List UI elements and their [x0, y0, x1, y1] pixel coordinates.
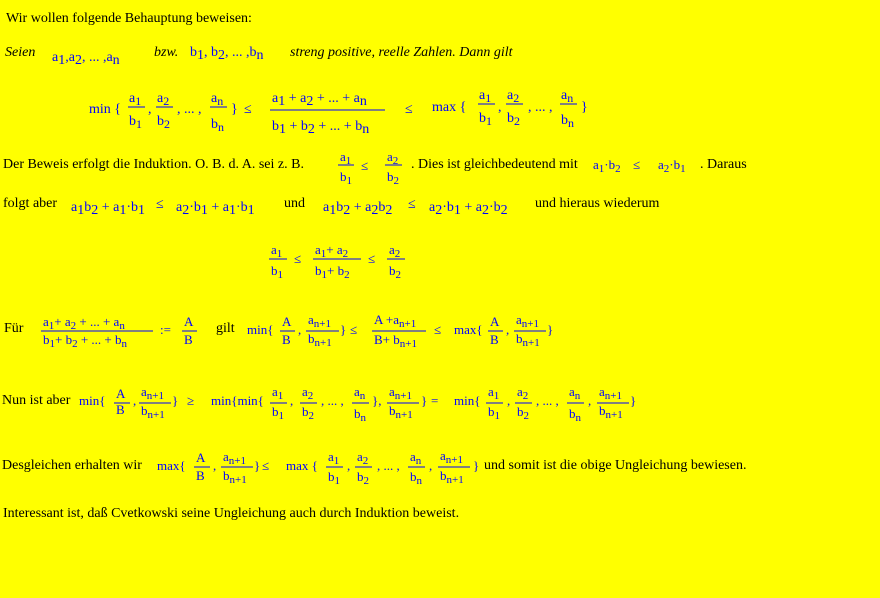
- svg-text:b2: $b_2$: [517, 404, 529, 422]
- svg-text:b1: $b_1$: [340, 169, 352, 187]
- premise-bzw: bzw.: [154, 45, 179, 60]
- svg-text:a2: $a_2$: [357, 449, 369, 467]
- svg-text:min{: min{: [247, 322, 274, 337]
- svg-text:a2·b1 + a1·b1: a2·b1 + a1·b1: [176, 200, 255, 218]
- svg-text:an+1: $a_{n+1}$: [440, 448, 463, 466]
- svg-text:≤: ≤: [294, 251, 302, 266]
- mediant-inequality: [269, 242, 405, 281]
- svg-text:≥: ≥: [187, 393, 195, 408]
- svg-text:a1·b2: $a_1\cdot b_2$: [593, 157, 621, 175]
- svg-text:a2: $a_2$: [517, 384, 529, 402]
- fuer-formula: [41, 312, 553, 350]
- svg-text:, ... ,: , ... ,: [177, 102, 202, 117]
- svg-text:b1: $b_1$: [328, 469, 340, 487]
- svg-text:,: ,: [506, 322, 510, 337]
- svg-text:max {: max {: [286, 458, 318, 473]
- svg-text:b2: b2: [157, 114, 170, 131]
- svg-text:a2·b1: $a_2\cdot b_1$: [658, 157, 686, 175]
- svg-text:a2: $a_2$: [387, 149, 399, 167]
- svg-text:a1: $a_1$: [272, 384, 284, 402]
- svg-text:min{min{: min{min{: [211, 393, 264, 408]
- svg-text:≤: ≤: [633, 157, 641, 172]
- desgleichen-tail: und somit ist die obige Ungleichung bewiesen.: [484, 458, 747, 473]
- svg-text:a1+ a2: $a_1+ a_2$: [315, 242, 349, 260]
- svg-text:bn+1: $b_{n+1}$: [141, 403, 165, 421]
- premise-tail: streng positive, reelle Zahlen. Dann gilt: [290, 45, 513, 60]
- svg-text:bn: $b_n$: [354, 406, 366, 424]
- svg-text:B: B: [116, 402, 125, 417]
- svg-text:a1: $a_1$: [328, 449, 340, 467]
- svg-text:}: }: [421, 393, 428, 408]
- sequence-a: [52, 50, 120, 68]
- svg-text:a2: $a_2$: [302, 384, 314, 402]
- intro-text: Wir wollen folgende Behauptung beweisen:: [6, 11, 252, 26]
- svg-text:bn+1: $b_{n+1}$: [599, 403, 623, 421]
- svg-text:}: }: [547, 322, 554, 337]
- svg-text:bn+1: $b_{n+1}$: [440, 468, 464, 486]
- svg-text:b1: $b_1$: [271, 263, 283, 281]
- svg-text:bn: bn: [561, 113, 574, 130]
- svg-text:}: }: [254, 458, 261, 473]
- svg-text:b1: b1: [479, 111, 492, 128]
- svg-text:A: A: [184, 314, 194, 329]
- svg-text:min {: min {: [89, 102, 121, 117]
- svg-text:a1+ a2 + ... + an: $a_1+ a_2$ + ... + $a_n$: [43, 314, 125, 332]
- beweis-text-1: Der Beweis erfolgt die Induktion. O. B. d. A. sei z. B.: [3, 157, 304, 172]
- svg-text:≤: ≤: [368, 251, 376, 266]
- svg-text:=: =: [431, 393, 439, 408]
- svg-text:b1: b1: [129, 114, 142, 131]
- svg-text:a1 + a2 + ... + an: a1 + a2 + ... + an: [272, 91, 367, 109]
- svg-text:a2: a2: [157, 91, 170, 108]
- svg-text:}: }: [231, 102, 238, 117]
- svg-text:a1: a1: [129, 91, 142, 108]
- svg-text:a2·b1 + a2·b2: a2·b1 + a2·b2: [429, 200, 508, 218]
- svg-text:bn+1: $b_{n+1}$: [308, 331, 332, 349]
- svg-text:B: B: [490, 332, 499, 347]
- svg-text:an+1: $a_{n+1}$: [141, 384, 164, 402]
- svg-text:a2: $a_2$: [389, 242, 401, 260]
- svg-text:max{: max{: [157, 458, 186, 473]
- svg-text:≤: ≤: [262, 458, 270, 473]
- fuer-text: Für: [4, 321, 24, 336]
- svg-text:}: }: [340, 322, 347, 337]
- desgleichen-text: Desgleichen erhalten wir: [2, 458, 142, 473]
- beweis-text-2: . Dies ist gleichbedeutend mit: [411, 157, 578, 172]
- svg-text:b2: $b_2$: [302, 404, 314, 422]
- svg-text:,: ,: [213, 458, 217, 473]
- svg-text:B: B: [196, 468, 205, 483]
- svg-text:an+1: $a_{n+1}$: [308, 312, 331, 330]
- svg-text:≤: ≤: [244, 102, 252, 117]
- svg-text:min{: min{: [79, 393, 106, 408]
- svg-text:}: }: [630, 393, 637, 408]
- svg-text:≤: ≤: [405, 102, 413, 117]
- svg-text:an: an: [561, 88, 574, 105]
- svg-text:a1: $a_1$: [488, 384, 500, 402]
- svg-text:≤: ≤: [361, 158, 369, 173]
- closing-text: Interessant ist, daß Cvetkowski seine Ungleichung auch durch Induktion beweist.: [3, 506, 460, 521]
- svg-text:a1b2 + a1·b1: a1b2 + a1·b1: [71, 200, 145, 218]
- svg-text:, ... ,: , ... ,: [528, 100, 553, 115]
- svg-text:,: ,: [588, 393, 592, 408]
- svg-text:an+1: $a_{n+1}$: [223, 449, 246, 467]
- svg-text:bn+1: $b_{n+1}$: [516, 331, 540, 349]
- svg-text:an: $a_n$: [410, 449, 422, 467]
- svg-text:max {: max {: [432, 100, 467, 115]
- svg-text:A: A: [196, 450, 206, 465]
- svg-text::=: :=: [160, 322, 171, 337]
- svg-text:bn: $b_n$: [569, 406, 581, 424]
- sequence-b: [190, 45, 264, 63]
- nun-formula: [79, 384, 636, 424]
- svg-text:}: }: [473, 458, 480, 473]
- svg-text:b2: $b_2$: [389, 263, 401, 281]
- svg-text:b1, b2, ... ,bn: b1, b2, ... ,bn: [190, 45, 264, 63]
- svg-text:B: B: [282, 332, 291, 347]
- svg-text:≤: ≤: [408, 197, 416, 212]
- svg-text:,: ,: [347, 458, 351, 473]
- svg-text:an+1: $a_{n+1}$: [516, 312, 539, 330]
- svg-text:b1 + b2 + ... + bn: b1 + b2 + ... + bn: [272, 119, 370, 137]
- desgleichen-formula: [157, 448, 479, 487]
- svg-text:a1: $a_1$: [271, 242, 283, 260]
- svg-text:a1: a1: [479, 88, 492, 105]
- folgt-text: folgt aber: [3, 196, 58, 211]
- svg-text:A: A: [282, 314, 292, 329]
- svg-text:a1,a2, ... ,an: a1,a2, ... ,an: [52, 50, 120, 68]
- svg-text:,: ,: [133, 393, 137, 408]
- svg-text:an+1: $a_{n+1}$: [599, 384, 622, 402]
- svg-text:bn: bn: [211, 117, 224, 134]
- svg-text:, ... ,: , ... ,: [321, 393, 344, 408]
- svg-text:≤: ≤: [350, 322, 358, 337]
- svg-text:,: ,: [507, 393, 511, 408]
- svg-text:a1b2 + a2b2: a1b2 + a2b2: [323, 200, 393, 218]
- svg-text:b2: $b_2$: [387, 169, 399, 187]
- hieraus-text: und hieraus wiederum: [535, 196, 660, 211]
- svg-text:}: }: [172, 393, 179, 408]
- svg-text:min{: min{: [454, 393, 481, 408]
- svg-text:an+1: $a_{n+1}$: [389, 384, 412, 402]
- svg-text:a1: $a_1$: [340, 149, 352, 167]
- svg-text:},: },: [372, 393, 382, 408]
- svg-text:B: B: [184, 332, 193, 347]
- nun-text: Nun ist aber: [2, 393, 71, 408]
- svg-text:, ... ,: , ... ,: [536, 393, 559, 408]
- svg-text:,: ,: [290, 393, 294, 408]
- svg-text:,: ,: [429, 458, 433, 473]
- svg-text:bn+1: $b_{n+1}$: [389, 403, 413, 421]
- svg-text:bn: $b_n$: [410, 469, 422, 487]
- premise-lead: Seien: [5, 45, 36, 60]
- main-inequality: [89, 88, 588, 137]
- svg-text:,: ,: [298, 322, 302, 337]
- svg-text:b2: $b_2$: [357, 469, 369, 487]
- svg-text:b1: $b_1$: [272, 404, 284, 422]
- svg-text:A +an+1: $A +a_{n+1}$: [374, 312, 417, 330]
- svg-text:A: A: [116, 386, 126, 401]
- svg-text:b2: b2: [507, 111, 520, 128]
- svg-text:b1: $b_1$: [488, 404, 500, 422]
- folgt-formula: [71, 197, 508, 218]
- svg-text:≤: ≤: [434, 322, 442, 337]
- svg-text:an: $a_n$: [354, 384, 366, 402]
- svg-text:bn+1: $b_{n+1}$: [223, 468, 247, 486]
- svg-text:,: ,: [148, 102, 152, 117]
- svg-text:B+ bn+1: $B+ b_{n+1}$: [374, 332, 417, 350]
- oBdA-fraction: [338, 149, 402, 187]
- svg-text:≤: ≤: [156, 197, 164, 212]
- svg-text:max{: max{: [454, 322, 483, 337]
- svg-text:, ... ,: , ... ,: [377, 458, 400, 473]
- svg-text:an: $a_n$: [569, 384, 581, 402]
- svg-text:}: }: [581, 100, 588, 115]
- svg-text:,: ,: [498, 100, 502, 115]
- gilt-text: gilt: [216, 321, 235, 336]
- svg-text:b1+ b2 + ... + bn: $b_1+ b_2$ + ... + $b_n$: [43, 332, 128, 350]
- svg-text:a2: a2: [507, 88, 520, 105]
- und-text: und: [284, 196, 305, 211]
- svg-text:an: an: [211, 91, 224, 108]
- svg-text:A: A: [490, 314, 500, 329]
- svg-text:b1+ b2: $b_1+ b_2$: [315, 263, 350, 281]
- product-ineq: [593, 157, 686, 175]
- beweis-text-3: . Daraus: [700, 157, 747, 172]
